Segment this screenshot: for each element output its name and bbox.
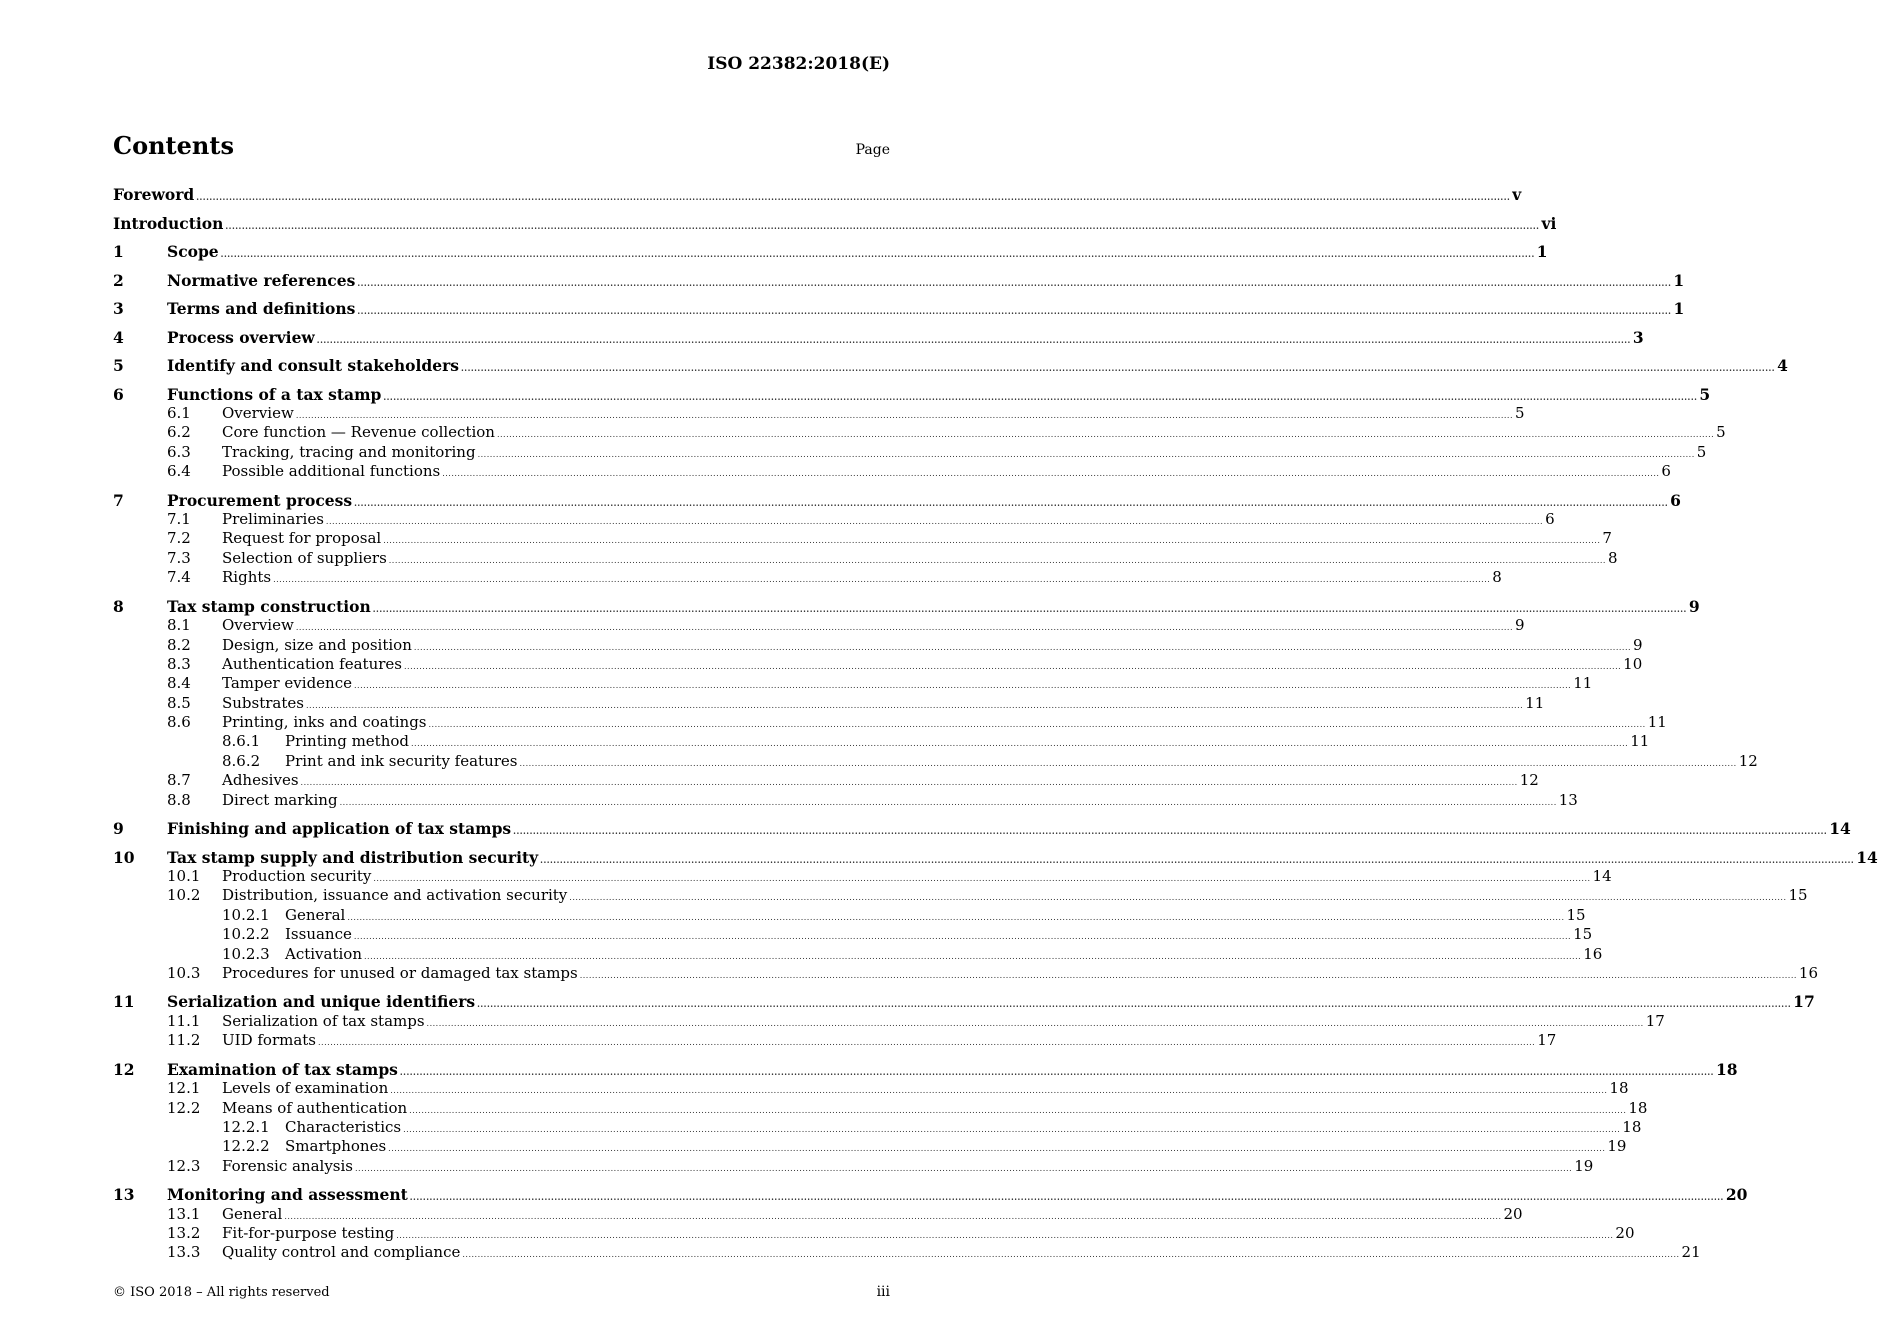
toc-entry[interactable] (113, 1079, 1629, 1098)
toc-entry-number: 7.4 (167, 568, 191, 587)
toc-entry-page: 18 (1622, 1117, 1642, 1136)
toc-entry-title: Overview (222, 616, 294, 635)
toc-entry-title: Monitoring and assessment (167, 1185, 408, 1205)
toc-entry-number: 9 (113, 819, 124, 839)
dot-leader: ................................................................................................................................................................................................................................................................................................................................................................................................................ (357, 306, 1672, 316)
toc-entry-number: 8.5 (167, 693, 191, 712)
dot-leader: ................................................................................................................................................................................................................................................................................................................................................................................................................ (462, 1250, 1680, 1260)
toc-entry-title: Tamper evidence (222, 674, 352, 693)
toc-entry-title: Scope (167, 242, 219, 261)
toc-entry[interactable] (113, 886, 1808, 905)
toc-entry-number: 3 (113, 299, 124, 318)
toc-entry[interactable] (113, 596, 1700, 617)
toc-entry-title: Possible additional functions (222, 462, 441, 481)
toc-entry-page: 11 (1573, 674, 1593, 693)
toc-entry-title: Fit-for-purpose testing (222, 1224, 395, 1242)
dot-leader: ................................................................................................................................................................................................................................................................................................................................................................................................................ (426, 1018, 1644, 1028)
toc-entry-number: 1 (113, 242, 124, 261)
toc-entry-title: Smartphones (285, 1137, 387, 1156)
toc-entry-title: Means of authentication (222, 1098, 408, 1117)
toc-entry-page: 11 (1525, 693, 1545, 712)
dot-leader: ................................................................................................................................................................................................................................................................................................................................................................................................................ (284, 1211, 1502, 1221)
toc-entry-title: Preliminaries (222, 510, 324, 529)
toc-entry[interactable] (113, 384, 1711, 405)
toc-entry-page: 14 (1592, 867, 1612, 886)
toc-entry-number: 7 (113, 490, 124, 510)
toc-entry[interactable] (113, 299, 1685, 319)
dot-leader: ................................................................................................................................................................................................................................................................................................................................................................................................................ (409, 1192, 1724, 1203)
toc-entry[interactable] (113, 423, 1726, 442)
toc-entry-title: Introduction (113, 213, 224, 233)
toc-entry-page: 20 (1503, 1204, 1523, 1223)
toc-entry-page: 5 (1515, 404, 1525, 422)
dot-leader: ................................................................................................................................................................................................................................................................................................................................................................................................................ (339, 797, 1557, 807)
toc-entry-title: Identify and consult stakeholders (167, 356, 459, 375)
toc-entry-page: 8 (1492, 568, 1502, 587)
toc-entry[interactable] (113, 270, 1685, 291)
toc-entry-number: 10.2.1 (222, 905, 270, 924)
toc-entry-page: 17 (1537, 1031, 1557, 1050)
toc-entry-number: 8.7 (167, 771, 191, 790)
dot-leader: ................................................................................................................................................................................................................................................................................................................................................................................................................ (519, 758, 1737, 768)
dot-leader: ................................................................................................................................................................................................................................................................................................................................................................................................................ (364, 951, 1582, 961)
toc-entry[interactable] (113, 790, 1578, 810)
toc-entry-number: 13.3 (167, 1243, 201, 1262)
toc-entry-title: Finishing and application of tax stamps (167, 819, 512, 839)
toc-entry-page: 8 (1607, 548, 1618, 567)
toc-entry-page: 17 (1645, 1011, 1665, 1030)
dot-leader: ................................................................................................................................................................................................................................................................................................................................................................................................................ (383, 391, 1698, 402)
dot-leader: ................................................................................................................................................................................................................................................................................................................................................................................................................ (354, 681, 1572, 691)
dot-leader: ................................................................................................................................................................................................................................................................................................................................................................................................................ (372, 603, 1687, 614)
dot-leader: ................................................................................................................................................................................................................................................................................................................................................................................................................ (442, 469, 1660, 479)
toc-entry-page: 15 (1573, 925, 1593, 944)
dot-leader: ................................................................................................................................................................................................................................................................................................................................................................................................................ (357, 277, 1672, 288)
toc-entry[interactable] (113, 963, 1818, 983)
toc-entry-number: 10.1 (167, 867, 201, 886)
toc-entry-page: 3 (1632, 327, 1644, 347)
dot-leader: ................................................................................................................................................................................................................................................................................................................................................................................................................ (413, 642, 1632, 652)
dot-leader: ................................................................................................................................................................................................................................................................................................................................................................................................................ (273, 575, 1491, 585)
toc-entry-page: 12 (1519, 771, 1539, 790)
toc-entry-number: 7.1 (167, 510, 191, 529)
toc-entry-page: 20 (1725, 1185, 1748, 1205)
toc-entry-page: 16 (1798, 963, 1818, 982)
toc-entry-title: Procedures for unused or damaged tax stamps (222, 963, 578, 982)
toc-entry-number: 10 (113, 847, 135, 867)
toc-entry-page: 13 (1558, 790, 1578, 809)
toc-entry-page: 5 (1716, 423, 1726, 442)
dot-leader: ................................................................................................................................................................................................................................................................................................................................................................................................................ (388, 555, 1606, 565)
dot-leader: ................................................................................................................................................................................................................................................................................................................................................................................................................ (477, 449, 1695, 459)
dot-leader: ................................................................................................................................................................................................................................................................................................................................................................................................................ (300, 778, 1518, 788)
toc-entry-page: 1 (1673, 299, 1685, 318)
dot-leader: ................................................................................................................................................................................................................................................................................................................................................................................................................ (428, 720, 1646, 730)
toc-entry-page: 12 (1738, 751, 1758, 770)
toc-entry-title: Tracking, tracing and monitoring (222, 442, 476, 461)
toc-entry[interactable] (113, 510, 1555, 529)
toc-entry[interactable] (113, 1185, 1748, 1205)
toc-entry-title: Characteristics (285, 1117, 402, 1136)
toc-entry[interactable] (113, 944, 1603, 964)
toc-entry[interactable] (113, 616, 1525, 635)
toc-entry[interactable] (113, 819, 1851, 839)
dot-leader: ................................................................................................................................................................................................................................................................................................................................................................................................................ (579, 970, 1797, 980)
toc-entry-number: 10.2 (167, 886, 201, 905)
toc-entry-page: 14 (1829, 819, 1851, 839)
toc-entry-page: 15 (1566, 905, 1586, 924)
toc-entry-page: 18 (1715, 1059, 1738, 1079)
dot-leader: ................................................................................................................................................................................................................................................................................................................................................................................................................ (295, 411, 1513, 420)
toc-entry-page: 9 (1688, 596, 1700, 616)
toc-entry-page: 14 (1856, 847, 1878, 867)
table-of-contents (113, 185, 1878, 1263)
toc-entry-page: 4 (1777, 356, 1788, 375)
toc-entry-page: 19 (1607, 1137, 1627, 1156)
toc-entry-title: General (222, 1204, 283, 1223)
toc-entry[interactable] (113, 1224, 1635, 1243)
toc-entry-page: 17 (1793, 992, 1815, 1012)
toc-entry[interactable] (113, 185, 1522, 205)
toc-entry[interactable] (113, 462, 1671, 481)
dot-leader: ................................................................................................................................................................................................................................................................................................................................................................................................................ (390, 1086, 1608, 1096)
toc-entry[interactable] (113, 490, 1681, 511)
toc-entry[interactable] (113, 1031, 1557, 1050)
toc-entry-number: 6.4 (167, 462, 191, 481)
dot-leader: ................................................................................................................................................................................................................................................................................................................................................................................................................ (353, 932, 1572, 942)
toc-entry[interactable] (113, 1117, 1642, 1137)
toc-entry-page: 6 (1661, 462, 1671, 481)
toc-entry-page: 5 (1699, 384, 1711, 404)
toc-entry-number: 10.3 (167, 963, 201, 982)
copyright-notice: © ISO 2018 – All rights reserved (113, 1285, 330, 1300)
toc-entry-number: 12.2.1 (222, 1117, 270, 1136)
toc-entry-page: 16 (1583, 944, 1603, 963)
dot-leader: ................................................................................................................................................................................................................................................................................................................................................................................................................ (347, 912, 1565, 922)
dot-leader: ................................................................................................................................................................................................................................................................................................................................................................................................................ (461, 363, 1776, 373)
toc-entry-title: Examination of tax stamps (167, 1059, 398, 1079)
toc-entry[interactable] (113, 356, 1788, 376)
toc-entry-title: Selection of suppliers (222, 548, 387, 567)
toc-entry-number: 11.1 (167, 1011, 201, 1030)
toc-entry[interactable] (113, 213, 1557, 234)
toc-entry[interactable] (113, 992, 1815, 1012)
toc-entry[interactable] (113, 674, 1593, 693)
toc-entry-number: 12.1 (167, 1079, 201, 1098)
toc-entry[interactable] (113, 925, 1593, 944)
toc-entry[interactable] (113, 654, 1643, 674)
toc-entry[interactable] (113, 713, 1667, 732)
toc-entry-title: Printing method (285, 732, 409, 751)
toc-entry-title: Core function — Revenue collection (222, 423, 495, 442)
toc-entry-number: 8.8 (167, 790, 191, 809)
page-column-label: Page (855, 142, 890, 158)
dot-leader: ................................................................................................................................................................................................................................................................................................................................................................................................................ (316, 334, 1631, 345)
dot-leader: ................................................................................................................................................................................................................................................................................................................................................................................................................ (399, 1066, 1714, 1077)
dot-leader: ................................................................................................................................................................................................................................................................................................................................................................................................................ (409, 1105, 1627, 1115)
toc-entry-number: 8 (113, 596, 124, 616)
toc-entry-page: 5 (1696, 442, 1707, 461)
toc-entry-title: Substrates (222, 693, 304, 712)
toc-entry-page: 21 (1681, 1243, 1701, 1262)
toc-entry-title: Tax stamp construction (167, 596, 371, 616)
dot-leader: ................................................................................................................................................................................................................................................................................................................................................................................................................ (383, 536, 1601, 546)
toc-entry-number: 13.1 (167, 1204, 201, 1223)
toc-entry-page: 1 (1536, 242, 1548, 261)
toc-entry-page: 19 (1574, 1156, 1594, 1175)
dot-leader: ................................................................................................................................................................................................................................................................................................................................................................................................................ (569, 893, 1787, 903)
toc-entry-number: 11 (113, 992, 135, 1012)
toc-entry-page: 6 (1670, 490, 1681, 510)
toc-entry-title: Authentication features (222, 654, 402, 673)
toc-entry-page: vi (1541, 213, 1557, 233)
dot-leader: ................................................................................................................................................................................................................................................................................................................................................................................................................ (196, 192, 1511, 202)
dot-leader: ................................................................................................................................................................................................................................................................................................................................................................................................................ (354, 497, 1669, 508)
toc-entry-page: 9 (1515, 616, 1525, 635)
toc-entry-number: 6.1 (167, 404, 191, 422)
toc-entry[interactable] (113, 1098, 1648, 1118)
toc-entry-title: Activation (285, 944, 362, 963)
toc-entry-number: 8.3 (167, 654, 191, 673)
toc-entry-number: 2 (113, 270, 124, 290)
toc-entry-page: v (1512, 185, 1522, 204)
toc-entry[interactable] (113, 1156, 1594, 1176)
toc-entry-title: Distribution, issuance and activation security (222, 886, 568, 905)
toc-entry-number: 12.3 (167, 1156, 201, 1175)
toc-entry-number: 8.6.2 (222, 751, 261, 770)
dot-leader: ................................................................................................................................................................................................................................................................................................................................................................................................................ (396, 1231, 1614, 1240)
dot-leader: ................................................................................................................................................................................................................................................................................................................................................................................................................ (318, 1038, 1536, 1048)
toc-entry[interactable] (113, 693, 1545, 713)
toc-entry[interactable] (113, 1243, 1701, 1262)
toc-entry[interactable] (113, 1011, 1665, 1031)
toc-entry-title: Request for proposal (222, 529, 382, 548)
toc-entry[interactable] (113, 905, 1586, 925)
toc-entry-number: 6.3 (167, 442, 191, 461)
toc-entry-title: Process overview (167, 327, 315, 347)
toc-entry-page: 15 (1788, 886, 1808, 905)
toc-entry-page: 1 (1673, 270, 1685, 290)
toc-entry-title: Normative references (167, 270, 356, 290)
toc-entry-title: Direct marking (222, 790, 338, 809)
toc-entry-title: Tax stamp supply and distribution security (167, 847, 539, 867)
toc-entry-title: Overview (222, 404, 294, 422)
toc-entry[interactable] (113, 1059, 1738, 1080)
toc-entry-page: 18 (1628, 1098, 1648, 1117)
toc-entry-number: 10.2.3 (222, 944, 270, 963)
toc-entry-title: Print and ink security features (285, 751, 518, 770)
toc-entry-number: 8.2 (167, 635, 191, 654)
toc-entry[interactable] (113, 442, 1707, 462)
toc-entry[interactable] (113, 327, 1644, 348)
toc-entry-title: Foreword (113, 185, 195, 204)
toc-entry-title: Levels of examination (222, 1079, 389, 1098)
toc-entry-number: 8.1 (167, 616, 191, 635)
dot-leader: ................................................................................................................................................................................................................................................................................................................................................................................................................ (403, 661, 1622, 671)
toc-entry[interactable] (113, 771, 1539, 790)
toc-entry[interactable] (113, 635, 1643, 655)
toc-entry-page: 10 (1623, 654, 1643, 673)
toc-entry-title: Forensic analysis (222, 1156, 354, 1175)
dot-leader: ................................................................................................................................................................................................................................................................................................................................................................................................................ (295, 623, 1513, 633)
toc-entry-number: 5 (113, 356, 124, 375)
dot-leader: ................................................................................................................................................................................................................................................................................................................................................................................................................ (411, 739, 1629, 749)
toc-entry-number: 4 (113, 327, 124, 347)
toc-entry-title: Terms and definitions (167, 299, 356, 318)
dot-leader: ................................................................................................................................................................................................................................................................................................................................................................................................................ (225, 220, 1540, 231)
toc-entry-page: 6 (1545, 510, 1555, 529)
toc-entry-number: 8.4 (167, 674, 191, 693)
dot-leader: ................................................................................................................................................................................................................................................................................................................................................................................................................ (373, 874, 1591, 884)
page-number: iii (876, 1284, 890, 1300)
toc-entry-title: General (285, 905, 346, 924)
dot-leader: ................................................................................................................................................................................................................................................................................................................................................................................................................ (325, 517, 1544, 527)
dot-leader: ................................................................................................................................................................................................................................................................................................................................................................................................................ (477, 999, 1792, 1010)
dot-leader: ................................................................................................................................................................................................................................................................................................................................................................................................................ (305, 700, 1524, 710)
toc-entry[interactable] (113, 1137, 1627, 1156)
toc-entry-number: 12.2 (167, 1098, 201, 1117)
dot-leader: ................................................................................................................................................................................................................................................................................................................................................................................................................ (496, 430, 1715, 440)
toc-entry-number: 6.2 (167, 423, 191, 442)
dot-leader: ................................................................................................................................................................................................................................................................................................................................................................................................................ (355, 1163, 1573, 1173)
toc-entry[interactable] (113, 404, 1525, 423)
toc-entry-title: Adhesives (222, 771, 299, 790)
toc-entry-number: 7.3 (167, 548, 191, 567)
toc-entry-title: Serialization of tax stamps (222, 1011, 425, 1030)
toc-entry-page: 9 (1633, 635, 1643, 654)
toc-entry-number: 8.6.1 (222, 732, 261, 751)
toc-entry-title: Production security (222, 867, 372, 886)
dot-leader: ................................................................................................................................................................................................................................................................................................................................................................................................................ (220, 249, 1535, 259)
toc-entry[interactable] (113, 529, 1612, 548)
document-code: ISO 22382:2018(E) (707, 54, 890, 74)
toc-entry-number: 13.2 (167, 1224, 201, 1242)
dot-leader: ................................................................................................................................................................................................................................................................................................................................................................................................................ (403, 1124, 1621, 1134)
toc-entry[interactable] (113, 1204, 1523, 1224)
toc-entry-page: 20 (1615, 1224, 1635, 1242)
toc-entry-title: Quality control and compliance (222, 1243, 461, 1262)
toc-entry-page: 7 (1602, 529, 1612, 548)
dot-leader: ................................................................................................................................................................................................................................................................................................................................................................................................................ (540, 854, 1855, 865)
toc-entry-title: Functions of a tax stamp (167, 384, 382, 404)
toc-entry-title: Issuance (285, 925, 352, 944)
toc-entry[interactable] (113, 751, 1758, 771)
toc-entry-number: 7.2 (167, 529, 191, 548)
toc-entry-number: 11.2 (167, 1031, 201, 1050)
dot-leader: ................................................................................................................................................................................................................................................................................................................................................................................................................ (513, 826, 1828, 837)
toc-entry-number: 13 (113, 1185, 135, 1205)
toc-entry[interactable] (113, 867, 1612, 886)
dot-leader: ................................................................................................................................................................................................................................................................................................................................................................................................................ (388, 1144, 1606, 1154)
toc-entry[interactable] (113, 548, 1618, 568)
toc-entry-title: Rights (222, 568, 272, 587)
toc-entry-page: 18 (1609, 1079, 1629, 1098)
toc-entry-title: Design, size and position (222, 635, 412, 654)
page-title: Contents (113, 131, 234, 160)
toc-entry-number: 8.6 (167, 713, 191, 732)
toc-entry[interactable] (113, 732, 1650, 751)
toc-entry-number: 6 (113, 384, 124, 404)
toc-entry-number: 12.2.2 (222, 1137, 270, 1156)
toc-entry[interactable] (113, 568, 1502, 587)
toc-entry-title: Printing, inks and coatings (222, 713, 427, 732)
toc-entry-page: 11 (1630, 732, 1650, 751)
toc-entry-title: UID formats (222, 1031, 317, 1050)
toc-entry-number: 10.2.2 (222, 925, 270, 944)
toc-entry-title: Procurement process (167, 490, 353, 510)
toc-entry-title: Serialization and unique identifiers (167, 992, 476, 1012)
toc-entry[interactable] (113, 242, 1548, 262)
toc-entry[interactable] (113, 847, 1878, 868)
toc-entry-page: 11 (1647, 713, 1667, 732)
toc-entry-number: 12 (113, 1059, 135, 1079)
